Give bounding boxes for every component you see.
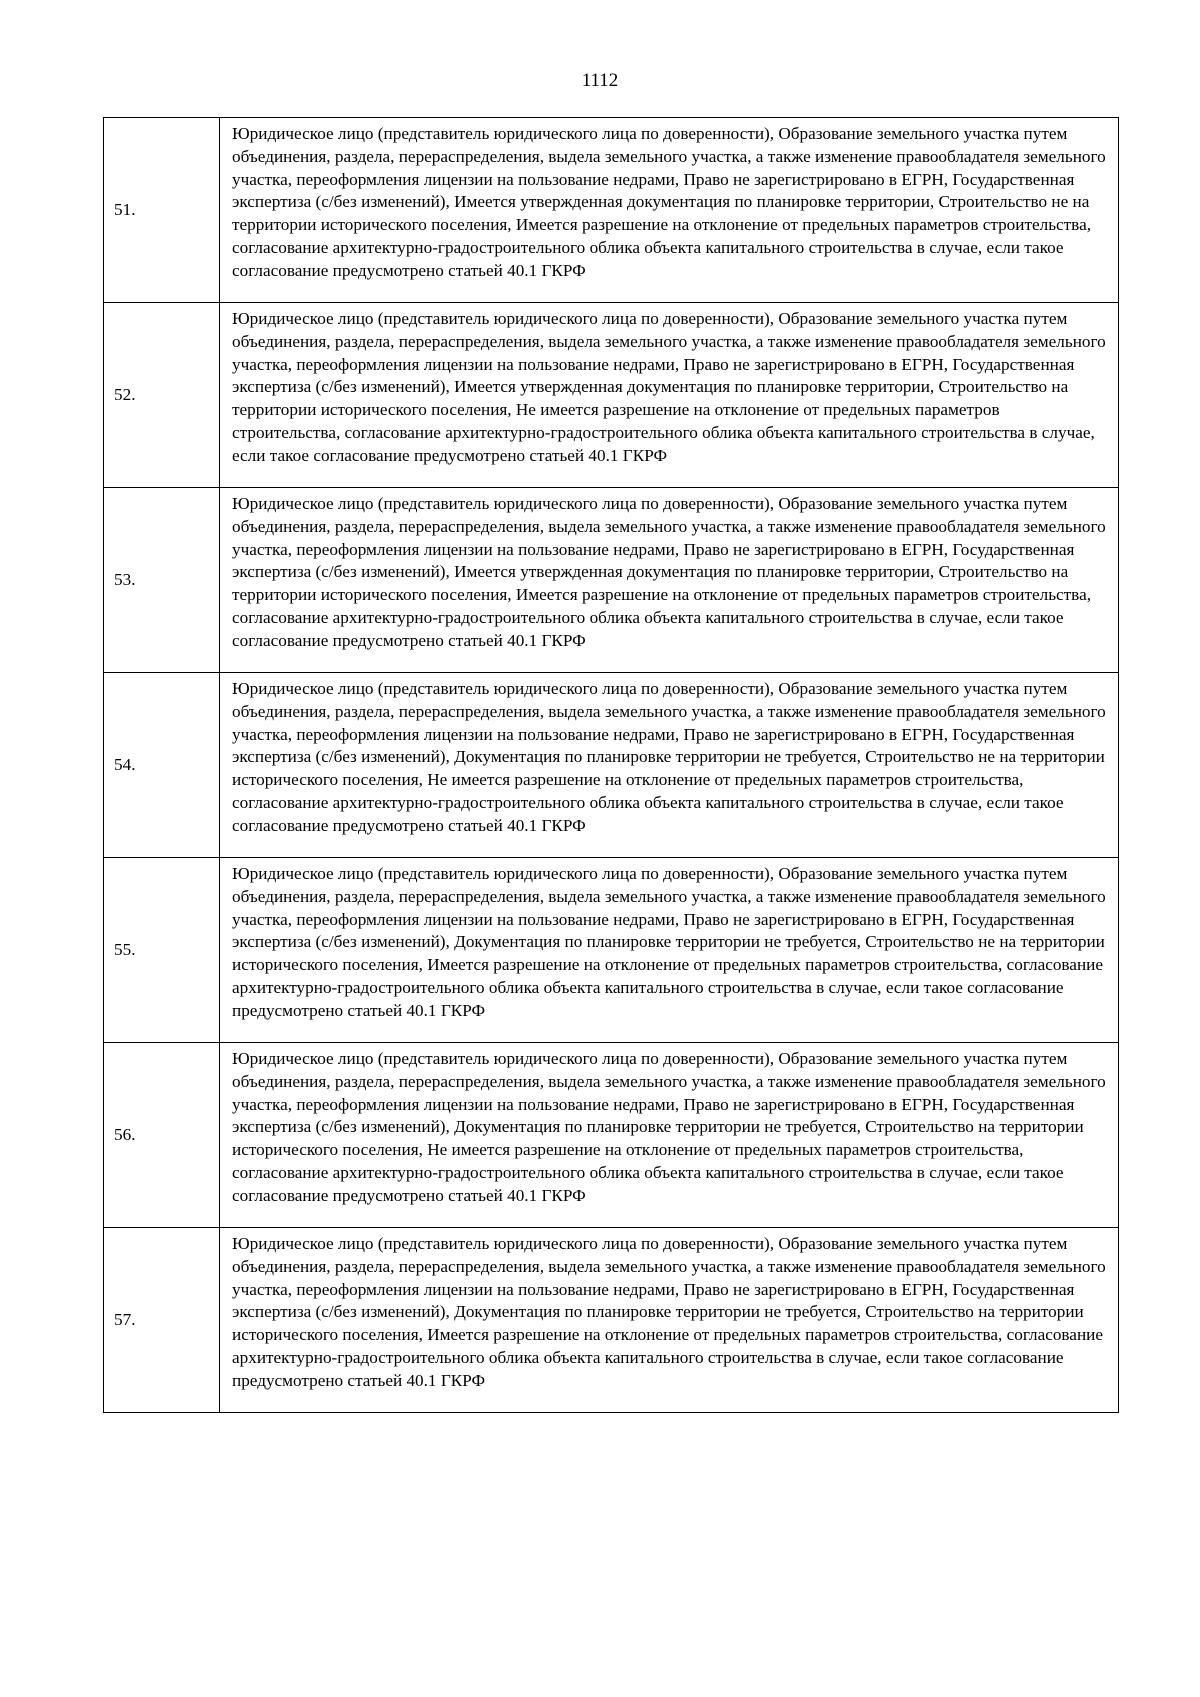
row-number: 56. — [104, 1043, 220, 1228]
row-description: Юридическое лицо (представитель юридического лица по доверенности), Образование земельного участка путем объединения, раздела, перераспределения, выдела земельного участка, а также изменение правообладателя земельного участка, переоформления лицензии на пользование недрами, Право не зарегистрировано в ЕГРН, Государственная экспертиза (с/без изменений), Документация по планировке территории не требуется, Строительство на территории исторического поселения, Имеется разрешение на отклонение от предельных параметров строительства, согласование архитектурно-градостроительного облика объекта капитального строительства в случае, если такое согласование предусмотрено статьей 40.1 ГКРФ — [220, 1228, 1119, 1413]
row-number: 53. — [104, 488, 220, 673]
cases-table — [103, 117, 1119, 1413]
row-description: Юридическое лицо (представитель юридического лица по доверенности), Образование земельного участка путем объединения, раздела, перераспределения, выдела земельного участка, а также изменение правообладателя земельного участка, переоформления лицензии на пользование недрами, Право не зарегистрировано в ЕГРН, Государственная экспертиза (с/без изменений), Имеется утвержденная документация по планировке территории, Строительство не на территории исторического поселения, Имеется разрешение на отклонение от предельных параметров строительства, согласование архитектурно-градостроительного облика объекта капитального строительства в случае, если такое согласование предусмотрено статьей 40.1 ГКРФ — [220, 118, 1119, 303]
table-row — [104, 673, 1119, 858]
row-number: 54. — [104, 673, 220, 858]
row-number: 55. — [104, 858, 220, 1043]
row-number: 51. — [104, 118, 220, 303]
table-row — [104, 1043, 1119, 1228]
page-number: 1112 — [581, 70, 619, 91]
row-description: Юридическое лицо (представитель юридического лица по доверенности), Образование земельного участка путем объединения, раздела, перераспределения, выдела земельного участка, а также изменение правообладателя земельного участка, переоформления лицензии на пользование недрами, Право не зарегистрировано в ЕГРН, Государственная экспертиза (с/без изменений), Имеется утвержденная документация по планировке территории, Строительство на территории исторического поселения, Имеется разрешение на отклонение от предельных параметров строительства, согласование архитектурно-градостроительного облика объекта капитального строительства в случае, если такое согласование предусмотрено статьей 40.1 ГКРФ — [220, 488, 1119, 673]
table-row — [104, 303, 1119, 488]
table-row — [104, 488, 1119, 673]
row-description: Юридическое лицо (представитель юридического лица по доверенности), Образование земельного участка путем объединения, раздела, перераспределения, выдела земельного участка, а также изменение правообладателя земельного участка, переоформления лицензии на пользование недрами, Право не зарегистрировано в ЕГРН, Государственная экспертиза (с/без изменений), Документация по планировке территории не требуется, Строительство не на территории исторического поселения, Не имеется разрешение на отклонение от предельных параметров строительства, согласование архитектурно-градостроительного облика объекта капитального строительства в случае, если такое согласование предусмотрено статьей 40.1 ГКРФ — [220, 673, 1119, 858]
row-description: Юридическое лицо (представитель юридического лица по доверенности), Образование земельного участка путем объединения, раздела, перераспределения, выдела земельного участка, а также изменение правообладателя земельного участка, переоформления лицензии на пользование недрами, Право не зарегистрировано в ЕГРН, Государственная экспертиза (с/без изменений), Документация по планировке территории не требуется, Строительство не на территории исторического поселения, Имеется разрешение на отклонение от предельных параметров строительства, согласование архитектурно-градостроительного облика объекта капитального строительства в случае, если такое согласование предусмотрено статьей 40.1 ГКРФ — [220, 858, 1119, 1043]
row-number: 52. — [104, 303, 220, 488]
row-description: Юридическое лицо (представитель юридического лица по доверенности), Образование земельного участка путем объединения, раздела, перераспределения, выдела земельного участка, а также изменение правообладателя земельного участка, переоформления лицензии на пользование недрами, Право не зарегистрировано в ЕГРН, Государственная экспертиза (с/без изменений), Имеется утвержденная документация по планировке территории, Строительство на территории исторического поселения, Не имеется разрешение на отклонение от предельных параметров строительства, согласование архитектурно-градостроительного облика объекта капитального строительства в случае, если такое согласование предусмотрено статьей 40.1 ГКРФ — [220, 303, 1119, 488]
table-row — [104, 1228, 1119, 1413]
table-row — [104, 118, 1119, 303]
table-row — [104, 858, 1119, 1043]
row-description: Юридическое лицо (представитель юридического лица по доверенности), Образование земельного участка путем объединения, раздела, перераспределения, выдела земельного участка, а также изменение правообладателя земельного участка, переоформления лицензии на пользование недрами, Право не зарегистрировано в ЕГРН, Государственная экспертиза (с/без изменений), Документация по планировке территории не требуется, Строительство на территории исторического поселения, Не имеется разрешение на отклонение от предельных параметров строительства, согласование архитектурно-градостроительного облика объекта капитального строительства в случае, если такое согласование предусмотрено статьей 40.1 ГКРФ — [220, 1043, 1119, 1228]
row-number: 57. — [104, 1228, 220, 1413]
